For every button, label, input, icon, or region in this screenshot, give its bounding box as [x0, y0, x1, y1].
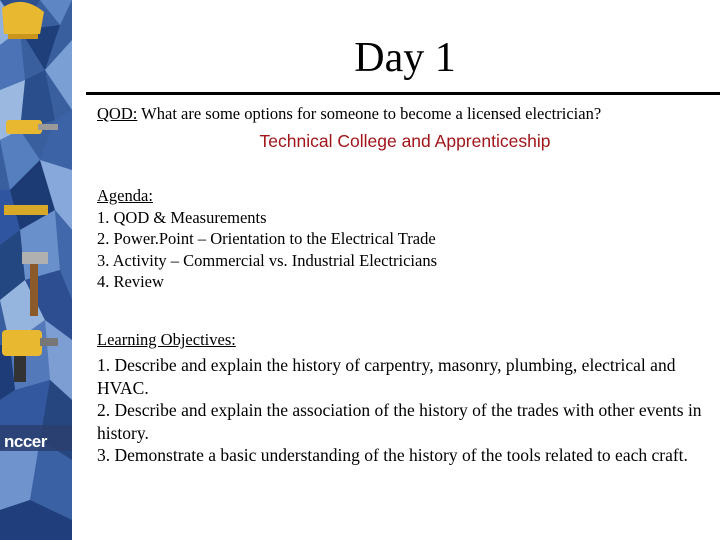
slide-title: Day 1 — [354, 35, 456, 81]
objective-item: 2. Describe and explain the association of the history of the trades with other events in history. — [97, 400, 702, 443]
objective-item: 3. Demonstrate a basic understanding of the history of the tools related to each craft. — [97, 445, 688, 465]
agenda-section — [97, 185, 437, 293]
agenda-item: 3. Activity – Commercial vs. Industrial Electricians — [97, 250, 438, 270]
agenda-item: 1. QOD & Measurements — [97, 207, 267, 227]
objectives-heading: Learning Objectives: — [97, 330, 236, 349]
mosaic-sidebar — [0, 0, 72, 540]
qod-question-text: What are some options for someone to become a licensed electrician? — [137, 104, 602, 123]
tools-mosaic-image — [0, 0, 72, 540]
agenda-item: 2. Power.Point – Orientation to the Electrical Trade — [97, 229, 436, 248]
agenda-heading: Agenda: — [97, 186, 153, 205]
objective-item: 1. Describe and explain the history of carpentry, masonry, plumbing, electrical and HVAC. — [97, 355, 676, 398]
learning-objectives-section — [97, 329, 717, 467]
nccer-logo: nccer — [4, 432, 47, 451]
title-divider — [86, 92, 720, 95]
qod-answer: Technical College and Apprenticeship — [259, 131, 551, 151]
qod-label: QOD: — [97, 104, 138, 123]
agenda-item: 4. Review — [97, 272, 164, 291]
qod-question — [97, 104, 717, 124]
